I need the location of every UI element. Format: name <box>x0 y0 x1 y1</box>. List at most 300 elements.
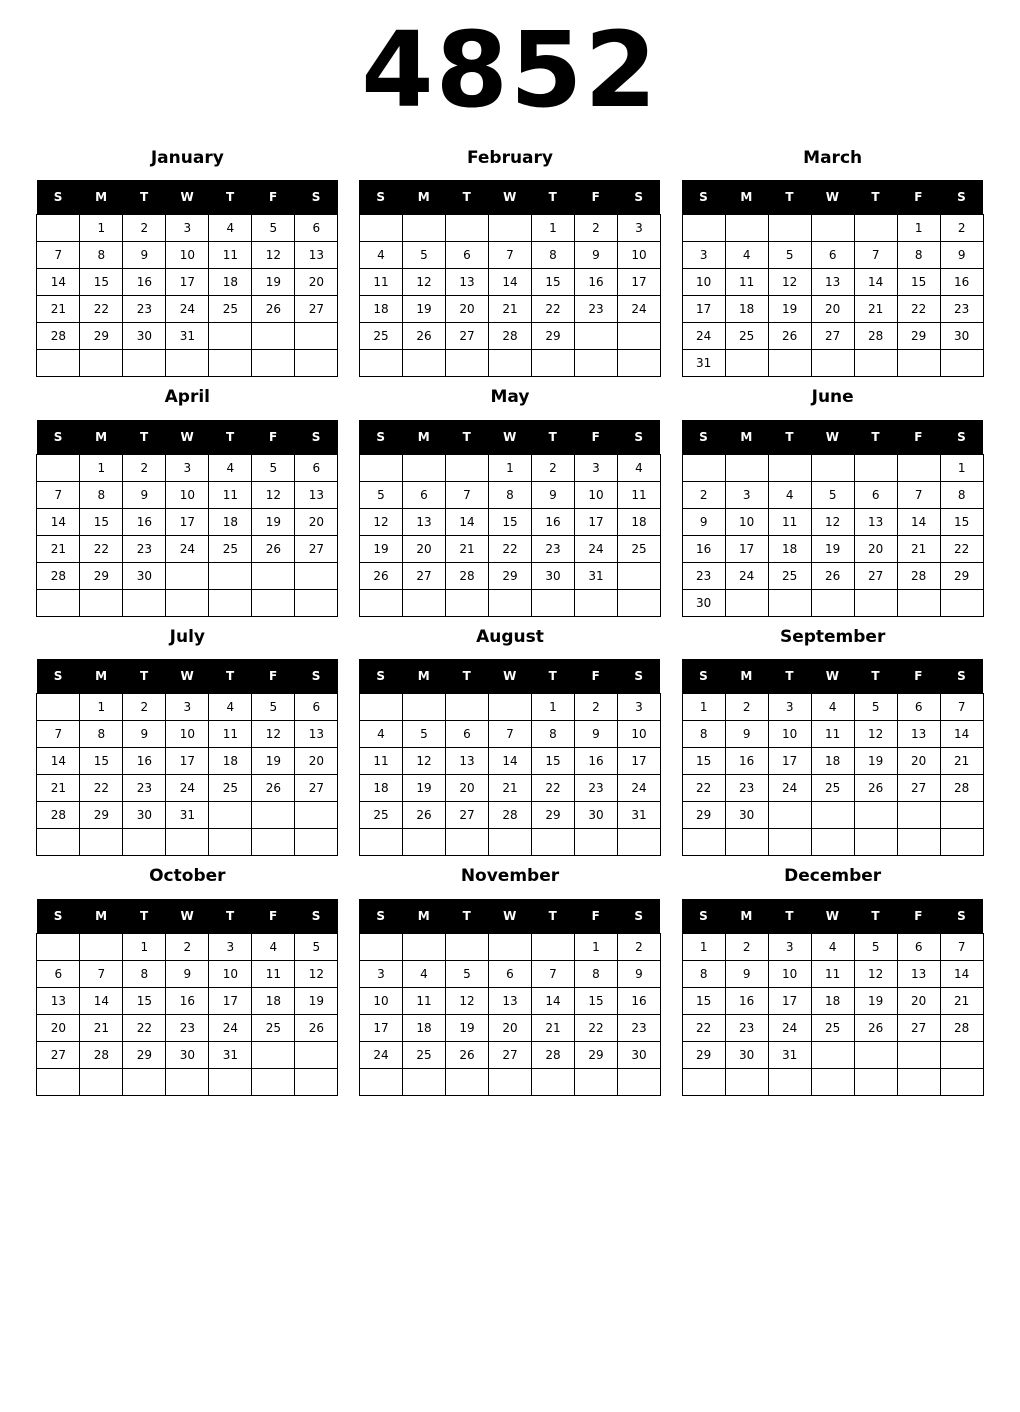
day-cell[interactable]: 5 <box>252 454 295 481</box>
day-cell[interactable]: 28 <box>488 802 531 829</box>
day-cell[interactable]: 27 <box>37 1041 80 1068</box>
day-cell[interactable]: 11 <box>359 269 402 296</box>
day-cell[interactable]: 16 <box>123 508 166 535</box>
day-cell[interactable]: 29 <box>80 802 123 829</box>
day-cell[interactable]: 23 <box>574 775 617 802</box>
day-cell[interactable]: 18 <box>252 987 295 1014</box>
day-cell[interactable]: 9 <box>682 508 725 535</box>
day-cell[interactable]: 29 <box>897 323 940 350</box>
day-cell[interactable]: 26 <box>768 323 811 350</box>
day-cell[interactable]: 29 <box>80 562 123 589</box>
day-cell[interactable]: 10 <box>617 721 660 748</box>
day-cell[interactable]: 27 <box>811 323 854 350</box>
day-cell[interactable]: 6 <box>897 694 940 721</box>
day-cell[interactable]: 21 <box>37 535 80 562</box>
day-cell[interactable]: 18 <box>359 296 402 323</box>
day-cell[interactable]: 20 <box>854 535 897 562</box>
day-cell[interactable]: 28 <box>854 323 897 350</box>
day-cell[interactable]: 23 <box>531 535 574 562</box>
day-cell[interactable]: 2 <box>574 694 617 721</box>
day-cell[interactable]: 1 <box>80 694 123 721</box>
day-cell[interactable]: 23 <box>166 1014 209 1041</box>
day-cell[interactable]: 12 <box>811 508 854 535</box>
day-cell[interactable]: 16 <box>123 748 166 775</box>
day-cell[interactable]: 21 <box>488 296 531 323</box>
day-cell[interactable]: 2 <box>725 694 768 721</box>
day-cell[interactable]: 12 <box>252 721 295 748</box>
day-cell[interactable]: 27 <box>897 1014 940 1041</box>
day-cell[interactable]: 30 <box>682 589 725 616</box>
day-cell[interactable]: 28 <box>897 562 940 589</box>
day-cell[interactable]: 4 <box>209 694 252 721</box>
day-cell[interactable]: 21 <box>488 775 531 802</box>
day-cell[interactable]: 1 <box>488 454 531 481</box>
day-cell[interactable]: 24 <box>166 775 209 802</box>
day-cell[interactable]: 15 <box>123 987 166 1014</box>
day-cell[interactable]: 17 <box>166 508 209 535</box>
day-cell[interactable]: 16 <box>617 987 660 1014</box>
day-cell[interactable]: 19 <box>252 269 295 296</box>
day-cell[interactable]: 30 <box>123 323 166 350</box>
day-cell[interactable]: 29 <box>488 562 531 589</box>
day-cell[interactable]: 18 <box>725 296 768 323</box>
day-cell[interactable]: 15 <box>682 987 725 1014</box>
day-cell[interactable]: 12 <box>768 269 811 296</box>
day-cell[interactable]: 1 <box>940 454 983 481</box>
day-cell[interactable]: 31 <box>768 1041 811 1068</box>
day-cell[interactable]: 3 <box>768 694 811 721</box>
day-cell[interactable]: 13 <box>445 748 488 775</box>
day-cell[interactable]: 18 <box>811 748 854 775</box>
day-cell[interactable]: 16 <box>531 508 574 535</box>
day-cell[interactable]: 20 <box>295 748 338 775</box>
day-cell[interactable]: 24 <box>209 1014 252 1041</box>
day-cell[interactable]: 21 <box>80 1014 123 1041</box>
day-cell[interactable]: 10 <box>768 960 811 987</box>
day-cell[interactable]: 20 <box>445 296 488 323</box>
day-cell[interactable]: 26 <box>854 775 897 802</box>
day-cell[interactable]: 16 <box>725 987 768 1014</box>
day-cell[interactable]: 20 <box>897 987 940 1014</box>
day-cell[interactable]: 3 <box>768 933 811 960</box>
day-cell[interactable]: 26 <box>811 562 854 589</box>
day-cell[interactable]: 18 <box>768 535 811 562</box>
day-cell[interactable]: 16 <box>123 269 166 296</box>
day-cell[interactable]: 14 <box>488 269 531 296</box>
day-cell[interactable]: 18 <box>209 508 252 535</box>
day-cell[interactable]: 30 <box>574 802 617 829</box>
day-cell[interactable]: 8 <box>682 721 725 748</box>
day-cell[interactable]: 7 <box>445 481 488 508</box>
day-cell[interactable]: 31 <box>574 562 617 589</box>
day-cell[interactable]: 20 <box>811 296 854 323</box>
day-cell[interactable]: 2 <box>940 215 983 242</box>
day-cell[interactable]: 8 <box>682 960 725 987</box>
day-cell[interactable]: 13 <box>488 987 531 1014</box>
day-cell[interactable]: 26 <box>402 323 445 350</box>
day-cell[interactable]: 1 <box>80 215 123 242</box>
day-cell[interactable]: 9 <box>574 721 617 748</box>
day-cell[interactable]: 1 <box>123 933 166 960</box>
day-cell[interactable]: 10 <box>166 481 209 508</box>
day-cell[interactable]: 4 <box>811 933 854 960</box>
day-cell[interactable]: 1 <box>682 933 725 960</box>
day-cell[interactable]: 7 <box>80 960 123 987</box>
day-cell[interactable]: 10 <box>617 242 660 269</box>
day-cell[interactable]: 22 <box>80 535 123 562</box>
day-cell[interactable]: 24 <box>617 775 660 802</box>
day-cell[interactable]: 2 <box>617 933 660 960</box>
day-cell[interactable]: 15 <box>940 508 983 535</box>
day-cell[interactable]: 2 <box>725 933 768 960</box>
day-cell[interactable]: 25 <box>768 562 811 589</box>
day-cell[interactable]: 31 <box>617 802 660 829</box>
day-cell[interactable]: 17 <box>617 269 660 296</box>
day-cell[interactable]: 6 <box>811 242 854 269</box>
day-cell[interactable]: 3 <box>359 960 402 987</box>
day-cell[interactable]: 6 <box>445 721 488 748</box>
day-cell[interactable]: 19 <box>252 508 295 535</box>
day-cell[interactable]: 4 <box>209 454 252 481</box>
day-cell[interactable]: 12 <box>359 508 402 535</box>
day-cell[interactable]: 26 <box>295 1014 338 1041</box>
day-cell[interactable]: 30 <box>123 562 166 589</box>
day-cell[interactable]: 23 <box>617 1014 660 1041</box>
day-cell[interactable]: 22 <box>80 296 123 323</box>
day-cell[interactable]: 25 <box>359 802 402 829</box>
day-cell[interactable]: 13 <box>402 508 445 535</box>
day-cell[interactable]: 13 <box>854 508 897 535</box>
day-cell[interactable]: 29 <box>123 1041 166 1068</box>
day-cell[interactable]: 28 <box>940 775 983 802</box>
day-cell[interactable]: 1 <box>531 694 574 721</box>
day-cell[interactable]: 12 <box>445 987 488 1014</box>
day-cell[interactable]: 18 <box>209 269 252 296</box>
day-cell[interactable]: 24 <box>725 562 768 589</box>
day-cell[interactable]: 27 <box>295 775 338 802</box>
day-cell[interactable]: 6 <box>488 960 531 987</box>
day-cell[interactable]: 25 <box>617 535 660 562</box>
day-cell[interactable]: 8 <box>80 721 123 748</box>
day-cell[interactable]: 30 <box>123 802 166 829</box>
day-cell[interactable]: 23 <box>725 1014 768 1041</box>
day-cell[interactable]: 4 <box>359 721 402 748</box>
day-cell[interactable]: 17 <box>725 535 768 562</box>
day-cell[interactable]: 24 <box>682 323 725 350</box>
day-cell[interactable]: 15 <box>897 269 940 296</box>
day-cell[interactable]: 3 <box>209 933 252 960</box>
day-cell[interactable]: 10 <box>725 508 768 535</box>
day-cell[interactable]: 28 <box>488 323 531 350</box>
day-cell[interactable]: 6 <box>295 694 338 721</box>
day-cell[interactable]: 29 <box>682 1041 725 1068</box>
day-cell[interactable]: 22 <box>531 775 574 802</box>
day-cell[interactable]: 29 <box>940 562 983 589</box>
day-cell[interactable]: 28 <box>37 562 80 589</box>
day-cell[interactable]: 8 <box>488 481 531 508</box>
day-cell[interactable]: 6 <box>402 481 445 508</box>
day-cell[interactable]: 28 <box>80 1041 123 1068</box>
day-cell[interactable]: 19 <box>445 1014 488 1041</box>
day-cell[interactable]: 8 <box>940 481 983 508</box>
day-cell[interactable]: 14 <box>80 987 123 1014</box>
day-cell[interactable]: 27 <box>402 562 445 589</box>
day-cell[interactable]: 28 <box>531 1041 574 1068</box>
day-cell[interactable]: 24 <box>617 296 660 323</box>
day-cell[interactable]: 31 <box>682 350 725 377</box>
day-cell[interactable]: 14 <box>488 748 531 775</box>
day-cell[interactable]: 30 <box>166 1041 209 1068</box>
day-cell[interactable]: 24 <box>166 535 209 562</box>
day-cell[interactable]: 11 <box>811 960 854 987</box>
day-cell[interactable]: 20 <box>488 1014 531 1041</box>
day-cell[interactable]: 5 <box>811 481 854 508</box>
day-cell[interactable]: 21 <box>940 748 983 775</box>
day-cell[interactable]: 8 <box>531 721 574 748</box>
day-cell[interactable]: 22 <box>123 1014 166 1041</box>
day-cell[interactable]: 5 <box>402 242 445 269</box>
day-cell[interactable]: 1 <box>897 215 940 242</box>
day-cell[interactable]: 15 <box>531 269 574 296</box>
day-cell[interactable]: 3 <box>617 694 660 721</box>
day-cell[interactable]: 19 <box>295 987 338 1014</box>
day-cell[interactable]: 26 <box>359 562 402 589</box>
day-cell[interactable]: 11 <box>209 481 252 508</box>
day-cell[interactable]: 21 <box>854 296 897 323</box>
day-cell[interactable]: 7 <box>897 481 940 508</box>
day-cell[interactable]: 13 <box>897 960 940 987</box>
day-cell[interactable]: 9 <box>166 960 209 987</box>
day-cell[interactable]: 6 <box>295 454 338 481</box>
day-cell[interactable]: 5 <box>854 933 897 960</box>
day-cell[interactable]: 2 <box>682 481 725 508</box>
day-cell[interactable]: 7 <box>37 481 80 508</box>
day-cell[interactable]: 26 <box>402 802 445 829</box>
day-cell[interactable]: 15 <box>682 748 725 775</box>
day-cell[interactable]: 10 <box>209 960 252 987</box>
day-cell[interactable]: 15 <box>488 508 531 535</box>
day-cell[interactable]: 19 <box>811 535 854 562</box>
day-cell[interactable]: 22 <box>682 775 725 802</box>
day-cell[interactable]: 14 <box>854 269 897 296</box>
day-cell[interactable]: 12 <box>854 721 897 748</box>
day-cell[interactable]: 19 <box>854 987 897 1014</box>
day-cell[interactable]: 20 <box>402 535 445 562</box>
day-cell[interactable]: 7 <box>940 933 983 960</box>
day-cell[interactable]: 8 <box>574 960 617 987</box>
day-cell[interactable]: 21 <box>37 775 80 802</box>
day-cell[interactable]: 6 <box>445 242 488 269</box>
day-cell[interactable]: 28 <box>940 1014 983 1041</box>
day-cell[interactable]: 28 <box>445 562 488 589</box>
day-cell[interactable]: 8 <box>80 242 123 269</box>
day-cell[interactable]: 9 <box>725 721 768 748</box>
day-cell[interactable]: 5 <box>445 960 488 987</box>
day-cell[interactable]: 4 <box>811 694 854 721</box>
day-cell[interactable]: 8 <box>897 242 940 269</box>
day-cell[interactable]: 16 <box>725 748 768 775</box>
day-cell[interactable]: 2 <box>574 215 617 242</box>
day-cell[interactable]: 23 <box>940 296 983 323</box>
day-cell[interactable]: 25 <box>359 323 402 350</box>
day-cell[interactable]: 13 <box>295 481 338 508</box>
day-cell[interactable]: 17 <box>574 508 617 535</box>
day-cell[interactable]: 26 <box>252 775 295 802</box>
day-cell[interactable]: 30 <box>725 802 768 829</box>
day-cell[interactable]: 29 <box>80 323 123 350</box>
day-cell[interactable]: 11 <box>359 748 402 775</box>
day-cell[interactable]: 17 <box>768 987 811 1014</box>
day-cell[interactable]: 14 <box>37 748 80 775</box>
day-cell[interactable]: 27 <box>445 802 488 829</box>
day-cell[interactable]: 24 <box>768 775 811 802</box>
day-cell[interactable]: 28 <box>37 802 80 829</box>
day-cell[interactable]: 25 <box>811 775 854 802</box>
day-cell[interactable]: 30 <box>531 562 574 589</box>
day-cell[interactable]: 6 <box>37 960 80 987</box>
day-cell[interactable]: 13 <box>445 269 488 296</box>
day-cell[interactable]: 9 <box>940 242 983 269</box>
day-cell[interactable]: 25 <box>252 1014 295 1041</box>
day-cell[interactable]: 16 <box>940 269 983 296</box>
day-cell[interactable]: 14 <box>897 508 940 535</box>
day-cell[interactable]: 23 <box>123 296 166 323</box>
day-cell[interactable]: 26 <box>252 296 295 323</box>
day-cell[interactable]: 3 <box>166 454 209 481</box>
day-cell[interactable]: 22 <box>897 296 940 323</box>
day-cell[interactable]: 2 <box>123 454 166 481</box>
day-cell[interactable]: 14 <box>940 960 983 987</box>
day-cell[interactable]: 7 <box>531 960 574 987</box>
day-cell[interactable]: 16 <box>682 535 725 562</box>
day-cell[interactable]: 13 <box>295 721 338 748</box>
day-cell[interactable]: 3 <box>725 481 768 508</box>
day-cell[interactable]: 20 <box>897 748 940 775</box>
day-cell[interactable]: 25 <box>209 775 252 802</box>
day-cell[interactable]: 9 <box>123 721 166 748</box>
day-cell[interactable]: 23 <box>123 775 166 802</box>
day-cell[interactable]: 25 <box>402 1041 445 1068</box>
day-cell[interactable]: 2 <box>123 215 166 242</box>
day-cell[interactable]: 1 <box>682 694 725 721</box>
day-cell[interactable]: 6 <box>854 481 897 508</box>
day-cell[interactable]: 19 <box>402 775 445 802</box>
day-cell[interactable]: 1 <box>531 215 574 242</box>
day-cell[interactable]: 17 <box>209 987 252 1014</box>
day-cell[interactable]: 18 <box>359 775 402 802</box>
day-cell[interactable]: 23 <box>725 775 768 802</box>
day-cell[interactable]: 29 <box>531 802 574 829</box>
day-cell[interactable]: 2 <box>123 694 166 721</box>
day-cell[interactable]: 27 <box>295 535 338 562</box>
day-cell[interactable]: 19 <box>402 296 445 323</box>
day-cell[interactable]: 7 <box>940 694 983 721</box>
day-cell[interactable]: 5 <box>854 694 897 721</box>
day-cell[interactable]: 10 <box>166 242 209 269</box>
day-cell[interactable]: 16 <box>574 269 617 296</box>
day-cell[interactable]: 16 <box>166 987 209 1014</box>
day-cell[interactable]: 27 <box>445 323 488 350</box>
day-cell[interactable]: 2 <box>166 933 209 960</box>
day-cell[interactable]: 12 <box>295 960 338 987</box>
day-cell[interactable]: 20 <box>37 1014 80 1041</box>
day-cell[interactable]: 18 <box>402 1014 445 1041</box>
day-cell[interactable]: 27 <box>488 1041 531 1068</box>
day-cell[interactable]: 15 <box>531 748 574 775</box>
day-cell[interactable]: 17 <box>166 748 209 775</box>
day-cell[interactable]: 7 <box>37 721 80 748</box>
day-cell[interactable]: 11 <box>768 508 811 535</box>
day-cell[interactable]: 6 <box>295 215 338 242</box>
day-cell[interactable]: 4 <box>209 215 252 242</box>
day-cell[interactable]: 7 <box>488 242 531 269</box>
day-cell[interactable]: 16 <box>574 748 617 775</box>
day-cell[interactable]: 31 <box>166 323 209 350</box>
day-cell[interactable]: 21 <box>531 1014 574 1041</box>
day-cell[interactable]: 5 <box>402 721 445 748</box>
day-cell[interactable]: 21 <box>445 535 488 562</box>
day-cell[interactable]: 20 <box>295 508 338 535</box>
day-cell[interactable]: 27 <box>295 296 338 323</box>
day-cell[interactable]: 3 <box>574 454 617 481</box>
day-cell[interactable]: 14 <box>37 269 80 296</box>
day-cell[interactable]: 22 <box>574 1014 617 1041</box>
day-cell[interactable]: 30 <box>940 323 983 350</box>
day-cell[interactable]: 22 <box>488 535 531 562</box>
day-cell[interactable]: 28 <box>37 323 80 350</box>
day-cell[interactable]: 11 <box>209 242 252 269</box>
day-cell[interactable]: 8 <box>531 242 574 269</box>
day-cell[interactable]: 31 <box>166 802 209 829</box>
day-cell[interactable]: 5 <box>252 694 295 721</box>
day-cell[interactable]: 18 <box>811 987 854 1014</box>
day-cell[interactable]: 29 <box>574 1041 617 1068</box>
day-cell[interactable]: 12 <box>854 960 897 987</box>
day-cell[interactable]: 3 <box>166 694 209 721</box>
day-cell[interactable]: 5 <box>359 481 402 508</box>
day-cell[interactable]: 9 <box>123 242 166 269</box>
day-cell[interactable]: 18 <box>617 508 660 535</box>
day-cell[interactable]: 5 <box>252 215 295 242</box>
day-cell[interactable]: 21 <box>37 296 80 323</box>
day-cell[interactable]: 6 <box>897 933 940 960</box>
day-cell[interactable]: 8 <box>80 481 123 508</box>
day-cell[interactable]: 9 <box>123 481 166 508</box>
day-cell[interactable]: 25 <box>209 535 252 562</box>
day-cell[interactable]: 12 <box>402 269 445 296</box>
day-cell[interactable]: 23 <box>682 562 725 589</box>
day-cell[interactable]: 4 <box>725 242 768 269</box>
day-cell[interactable]: 27 <box>897 775 940 802</box>
day-cell[interactable]: 15 <box>80 508 123 535</box>
day-cell[interactable]: 24 <box>574 535 617 562</box>
day-cell[interactable]: 14 <box>445 508 488 535</box>
day-cell[interactable]: 13 <box>897 721 940 748</box>
day-cell[interactable]: 14 <box>940 721 983 748</box>
day-cell[interactable]: 10 <box>359 987 402 1014</box>
day-cell[interactable]: 3 <box>166 215 209 242</box>
day-cell[interactable]: 15 <box>80 269 123 296</box>
day-cell[interactable]: 13 <box>295 242 338 269</box>
day-cell[interactable]: 10 <box>768 721 811 748</box>
day-cell[interactable]: 15 <box>80 748 123 775</box>
day-cell[interactable]: 22 <box>940 535 983 562</box>
day-cell[interactable]: 12 <box>252 242 295 269</box>
day-cell[interactable]: 30 <box>617 1041 660 1068</box>
day-cell[interactable]: 7 <box>37 242 80 269</box>
day-cell[interactable]: 14 <box>37 508 80 535</box>
day-cell[interactable]: 9 <box>574 242 617 269</box>
